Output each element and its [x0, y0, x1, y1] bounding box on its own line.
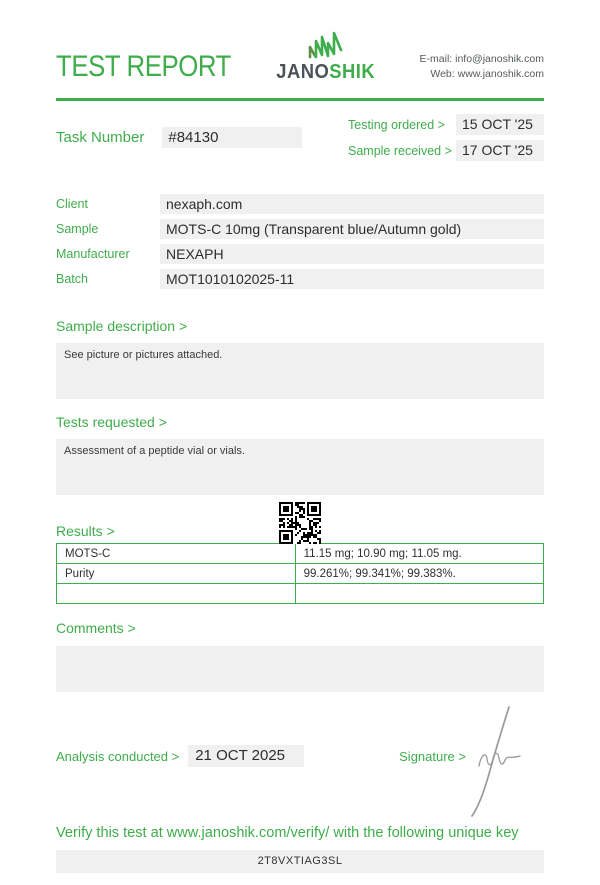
task-number-value: #84130 — [162, 127, 302, 148]
sample-info-section — [56, 194, 544, 289]
info-row-batch — [56, 269, 544, 289]
logo-jano: JANO — [276, 61, 330, 83]
signature-scribble — [464, 702, 526, 820]
batch-label: Batch — [56, 272, 88, 286]
table-row — [57, 584, 544, 604]
result-value — [295, 584, 543, 604]
sample-received-label: Sample received > — [348, 143, 452, 158]
result-name: Purity — [57, 564, 296, 584]
manufacturer-label: Manufacturer — [56, 247, 130, 261]
comments-box — [56, 646, 544, 692]
table-row — [57, 544, 544, 564]
contact-info — [420, 52, 544, 82]
analysis-conducted-label: Analysis conducted > — [56, 748, 180, 764]
analysis-signature-row — [56, 744, 544, 768]
task-section — [56, 114, 544, 161]
logo-shik: SHIK — [329, 61, 376, 83]
task-number-label: Task Number — [56, 129, 145, 146]
tests-requested-heading: Tests requested > — [56, 414, 167, 430]
testing-ordered-value: 15 OCT '25 — [456, 114, 544, 135]
janoshik-logo — [266, 30, 386, 82]
info-row-client — [56, 194, 544, 214]
info-row-manufacturer — [56, 244, 544, 264]
info-row-sample — [56, 219, 544, 239]
analysis-date-value: 21 OCT 2025 — [188, 745, 304, 767]
client-value: nexaph.com — [160, 194, 544, 214]
result-name — [57, 584, 296, 604]
web-value: www.janoshik.com — [457, 68, 544, 81]
sample-label: Sample — [56, 222, 99, 236]
table-row — [57, 564, 544, 584]
results-header — [56, 503, 544, 543]
testing-ordered-label: Testing ordered > — [348, 117, 445, 132]
email-line: E-mail: info@janoshik.com — [419, 53, 544, 65]
tests-requested-box: Assessment of a peptide vial or vials. — [56, 439, 544, 495]
logo-wordmark — [277, 62, 376, 82]
result-name: MOTS-C — [57, 544, 296, 564]
batch-value: MOT1010102025-11 — [160, 269, 544, 289]
qr-code — [279, 502, 321, 544]
results-heading: Results > — [56, 523, 115, 539]
sample-description-heading: Sample description > — [56, 318, 188, 334]
signature-label: Signature > — [399, 748, 466, 764]
chart-logo-icon — [303, 30, 349, 60]
comments-heading: Comments > — [56, 620, 136, 636]
email-value: info@janoshik.com — [455, 53, 544, 65]
page-title: TEST REPORT — [56, 50, 231, 83]
unique-key: 2T8VXTIAG3SL — [56, 850, 544, 873]
sample-description-box: See picture or pictures attached. — [56, 343, 544, 399]
manufacturer-value: NEXAPH — [160, 244, 544, 264]
client-label: Client — [56, 197, 88, 211]
results-table — [56, 543, 544, 604]
sample-value: MOTS-C 10mg (Transparent blue/Autumn gold) — [160, 219, 544, 239]
result-value: 99.261%; 99.341%; 99.383%. — [295, 564, 543, 584]
sample-received-value: 17 OCT '25 — [456, 140, 544, 161]
result-value: 11.15 mg; 10.90 mg; 11.05 mg. — [295, 544, 543, 564]
report-header — [56, 28, 544, 92]
verify-instruction: Verify this test at www.janoshik.com/verify/ with the following unique key — [56, 824, 519, 841]
header-divider — [56, 98, 544, 101]
web-line: Web: www.janoshik.com — [430, 68, 544, 81]
